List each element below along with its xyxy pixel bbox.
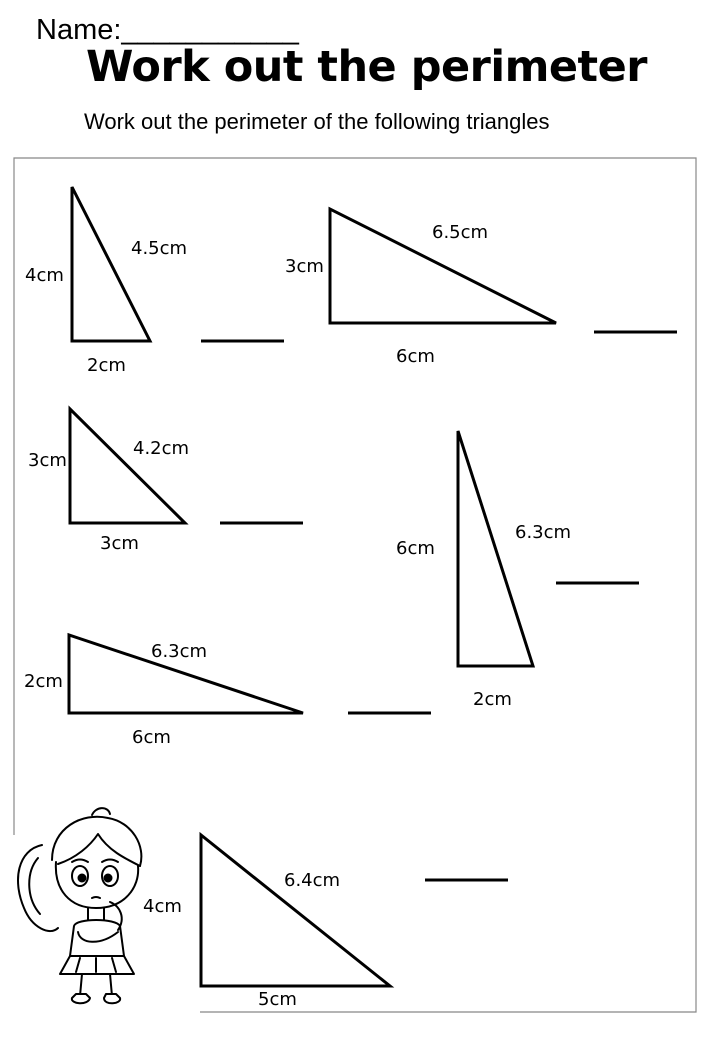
page-title: Work out the perimeter: [86, 42, 647, 92]
triangle-5-side-a: 2cm: [24, 671, 63, 692]
triangle-1: [72, 187, 150, 341]
triangle-4: [458, 431, 533, 666]
triangle-3: [70, 409, 185, 523]
name-field[interactable]: Name:___________: [36, 14, 299, 46]
triangle-6-side-b: 5cm: [258, 989, 297, 1010]
triangle-1-side-a: 4cm: [25, 265, 64, 286]
triangle-6-side-c: 6.4cm: [284, 870, 341, 891]
thinking-girl-icon: [18, 808, 141, 1003]
triangle-2-side-b: 6cm: [396, 346, 435, 367]
triangle-2-side-c: 6.5cm: [432, 222, 489, 243]
triangle-6-side-a: 4cm: [143, 896, 182, 917]
triangle-5-side-c: 6.3cm: [151, 641, 208, 662]
triangle-1-side-b: 2cm: [87, 355, 126, 376]
triangle-1-side-c: 4.5cm: [131, 238, 188, 259]
instructions: Work out the perimeter of the following triangles: [84, 109, 550, 134]
triangle-3-side-c: 4.2cm: [133, 438, 190, 459]
triangle-5-side-b: 6cm: [132, 727, 171, 748]
triangle-6: [201, 835, 390, 986]
triangle-4-side-c: 6.3cm: [515, 522, 572, 543]
triangle-3-side-b: 3cm: [100, 533, 139, 554]
triangle-4-side-a: 6cm: [396, 538, 435, 559]
triangle-2-side-a: 3cm: [285, 256, 324, 277]
triangle-3-side-a: 3cm: [28, 450, 67, 471]
triangle-4-side-b: 2cm: [473, 689, 512, 710]
